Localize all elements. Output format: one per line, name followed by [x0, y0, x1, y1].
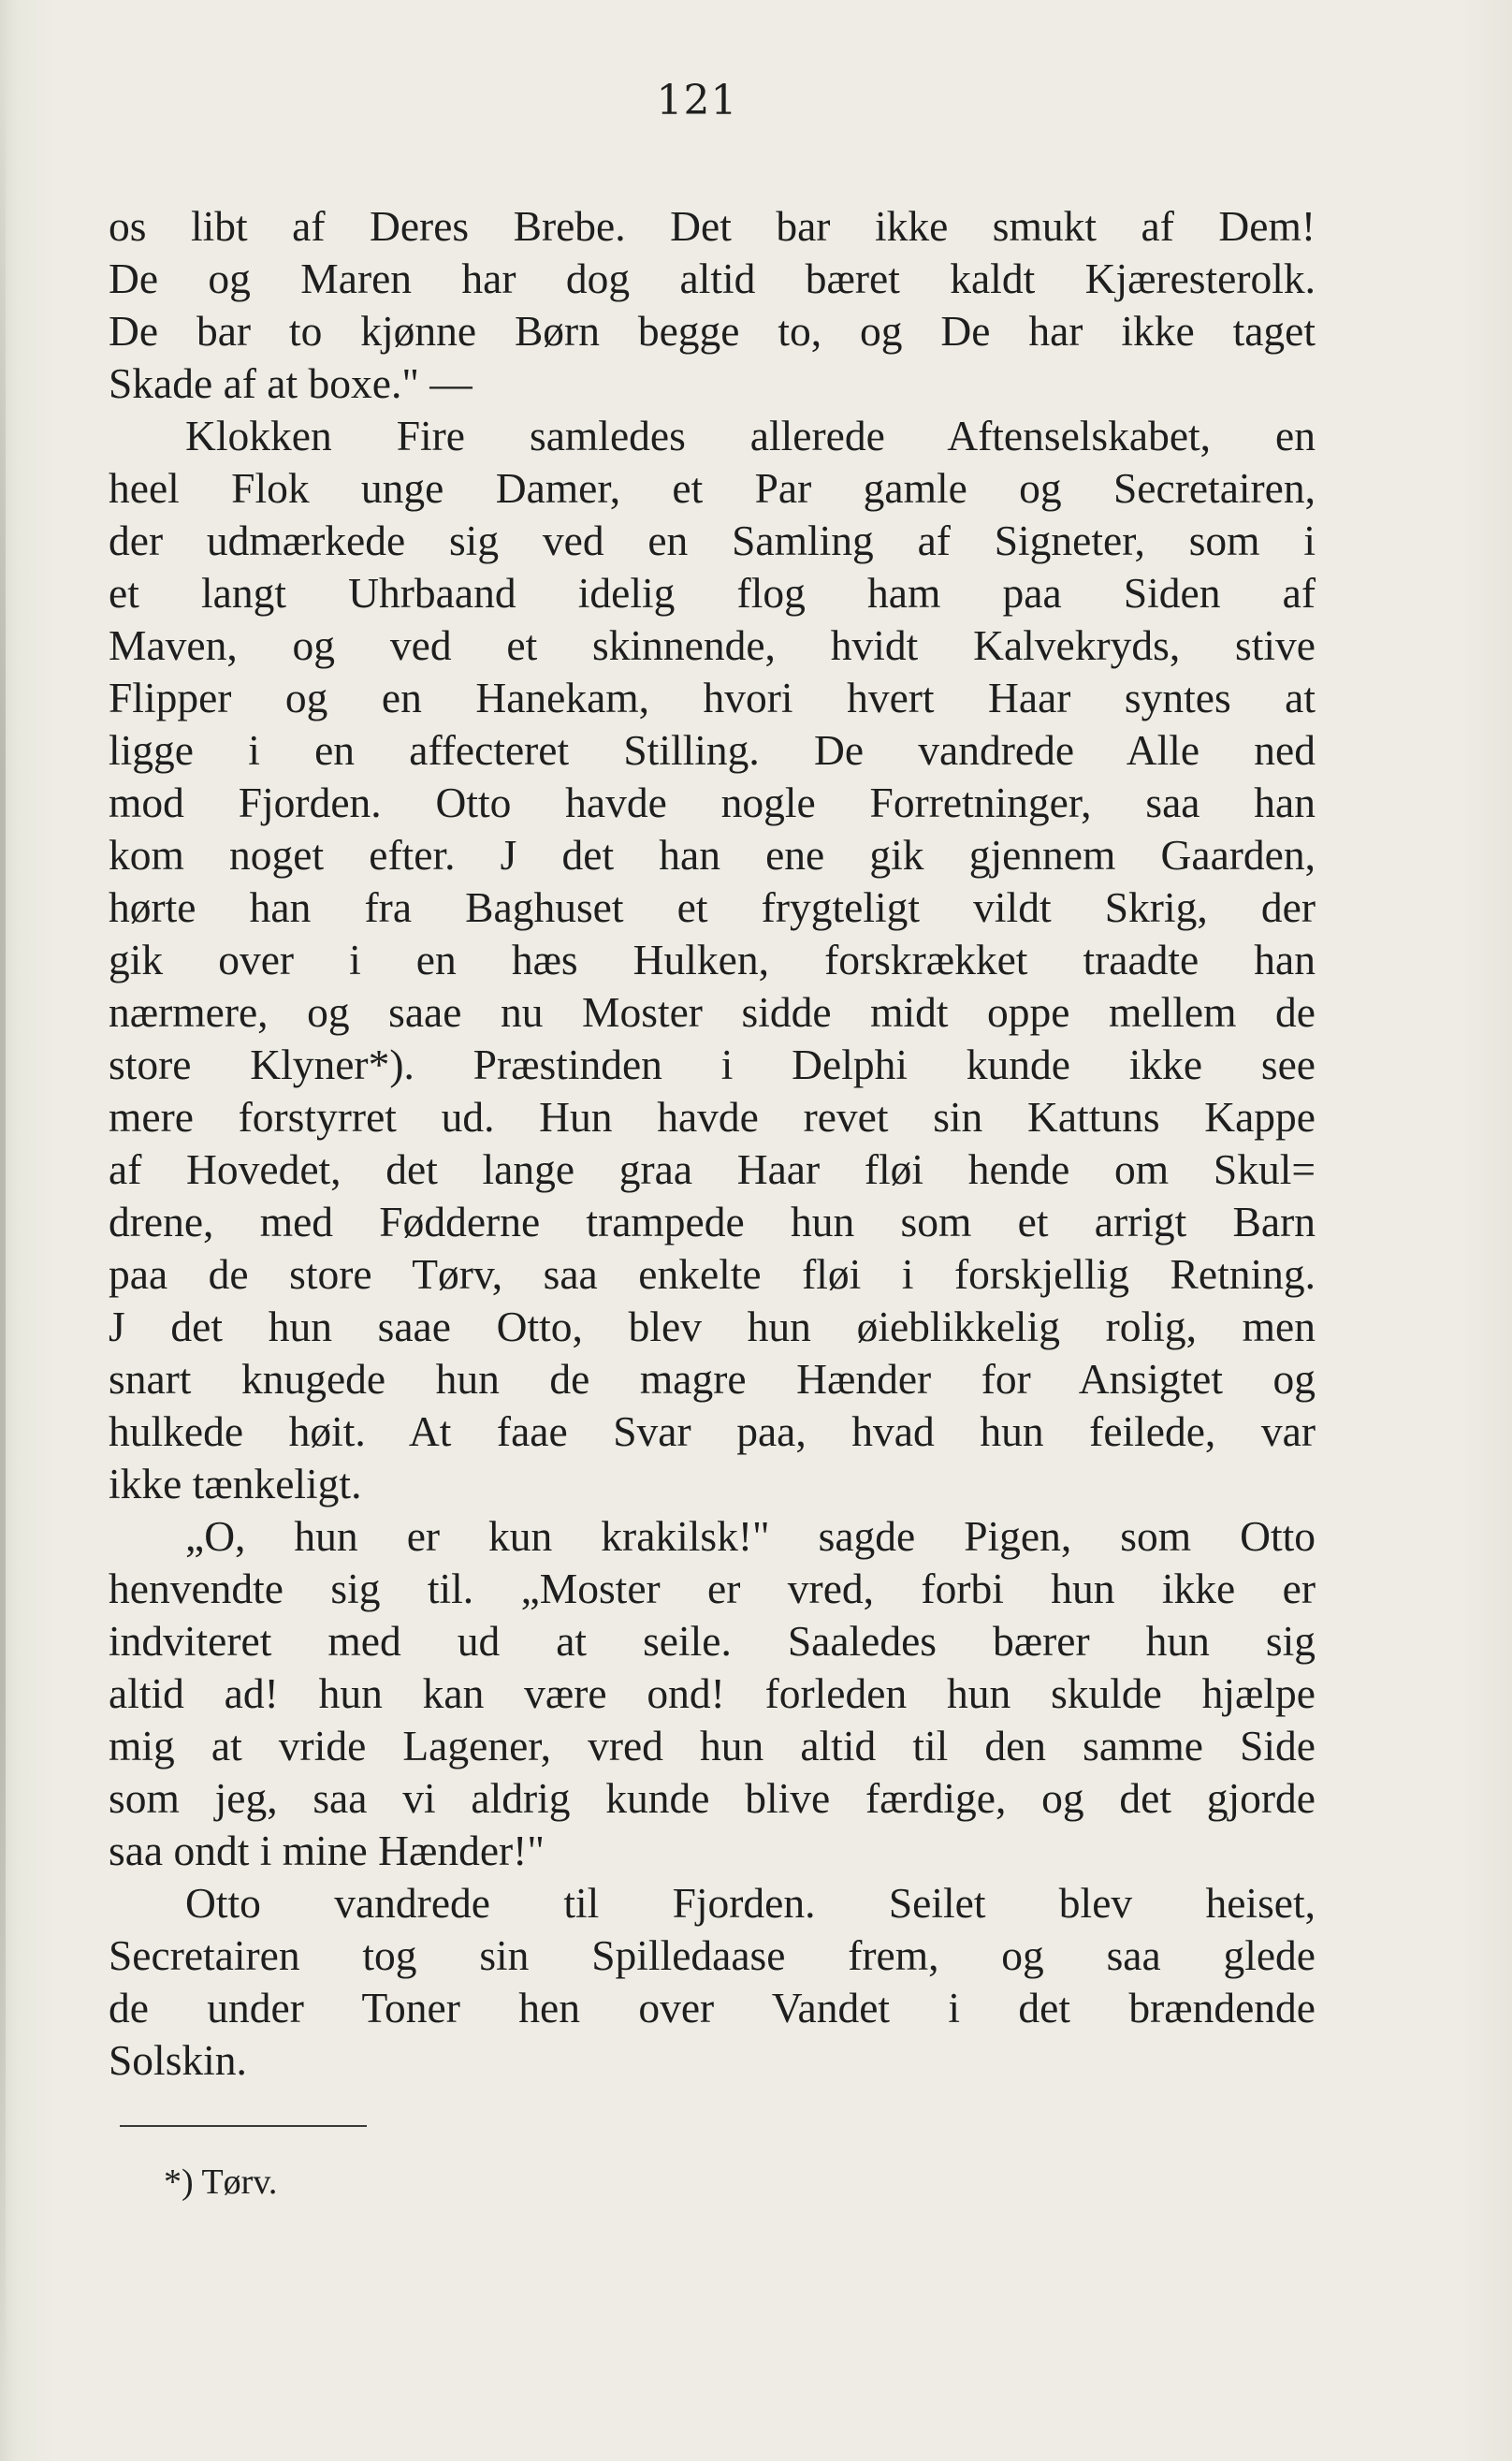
text-line: hulkede høit. At faae Svar paa, hvad hun feilede, var	[109, 1407, 1316, 1455]
text-line: Solskin.	[109, 2036, 247, 2084]
text-line: Maven, og ved et skinnende, hvidt Kalvekryds, stive	[109, 621, 1316, 669]
text-line: J det hun saae Otto, blev hun øieblikkelig rolig, men	[109, 1303, 1316, 1350]
text-line: de under Toner hen over Vandet i det brændende	[109, 1984, 1316, 2031]
text-line: nærmere, og saae nu Moster sidde midt oppe mellem de	[109, 988, 1316, 1036]
footnote: *) Tørv.	[164, 2162, 278, 2202]
text-line: mig at vride Lagener, vred hun altid til den samme Side	[109, 1722, 1316, 1769]
text-line: mod Fjorden. Otto havde nogle Forretninger, saa han	[109, 779, 1316, 826]
text-line: Flipper og en Hanekam, hvori hvert Haar syntes at	[109, 674, 1316, 721]
text-line: ligge i en affecteret Stilling. De vandrede Alle ned	[109, 726, 1316, 774]
text-line: snart knugede hun de magre Hænder for Ansigtet og	[109, 1355, 1316, 1403]
text-line: Secretairen tog sin Spilledaase frem, og saa glede	[109, 1931, 1316, 1979]
text-line: store Klyner*). Præstinden i Delphi kunde ikke see	[109, 1041, 1316, 1088]
text-line: „O, hun er kun krakilsk!" sagde Pigen, som Otto	[185, 1512, 1316, 1560]
text-line: henvendte sig til. „Moster er vred, forbi hun ikke er	[109, 1565, 1316, 1612]
text-line: Skade af at boxe." —	[109, 359, 472, 407]
text-line: De bar to kjønne Børn begge to, og De har ikke taget	[109, 307, 1316, 355]
text-line: os libt af Deres Brebe. Det bar ikke smukt af Dem!	[109, 202, 1316, 250]
text-line: Klokken Fire samledes allerede Aftenselskabet, en	[185, 412, 1316, 459]
text-line: heel Flok unge Damer, et Par gamle og Secretairen,	[109, 464, 1316, 512]
text-line: hørte han fra Baghuset et frygteligt vildt Skrig, der	[109, 883, 1316, 931]
footnote-divider	[120, 2125, 367, 2127]
text-line: gik over i en hæs Hulken, forskrækket traadte han	[109, 936, 1316, 983]
text-line: der udmærkede sig ved en Samling af Signeter, som i	[109, 517, 1316, 564]
text-line: kom noget efter. J det han ene gik gjennem Gaarden,	[109, 831, 1316, 879]
text-line: altid ad! hun kan være ond! forleden hun skulde hjælpe	[109, 1669, 1316, 1717]
text-line: drene, med Fødderne trampede hun som et arrigt Barn	[109, 1198, 1316, 1245]
text-line: mere forstyrret ud. Hun havde revet sin Kattuns Kappe	[109, 1093, 1316, 1141]
body-text	[109, 200, 1316, 2087]
page-number: 121	[656, 77, 738, 124]
text-line: af Hovedet, det lange graa Haar fløi hende om Skul=	[109, 1145, 1316, 1193]
text-line: et langt Uhrbaand idelig flog ham paa Siden af	[109, 569, 1316, 617]
text-line: indviteret med ud at seile. Saaledes bærer hun sig	[109, 1617, 1316, 1665]
text-line: ikke tænkeligt.	[109, 1460, 362, 1507]
text-line: som jeg, saa vi aldrig kunde blive færdige, og det gjorde	[109, 1774, 1316, 1822]
page-binding-shadow	[0, 75, 6, 2395]
text-line: Otto vandrede til Fjorden. Seilet blev heiset,	[185, 1879, 1316, 1927]
text-line: De og Maren har dog altid bæret kaldt Kjæresterolk.	[109, 255, 1316, 302]
text-line: paa de store Tørv, saa enkelte fløi i forskjellig Retning.	[109, 1250, 1316, 1298]
text-line: saa ondt i mine Hænder!"	[109, 1827, 545, 1874]
